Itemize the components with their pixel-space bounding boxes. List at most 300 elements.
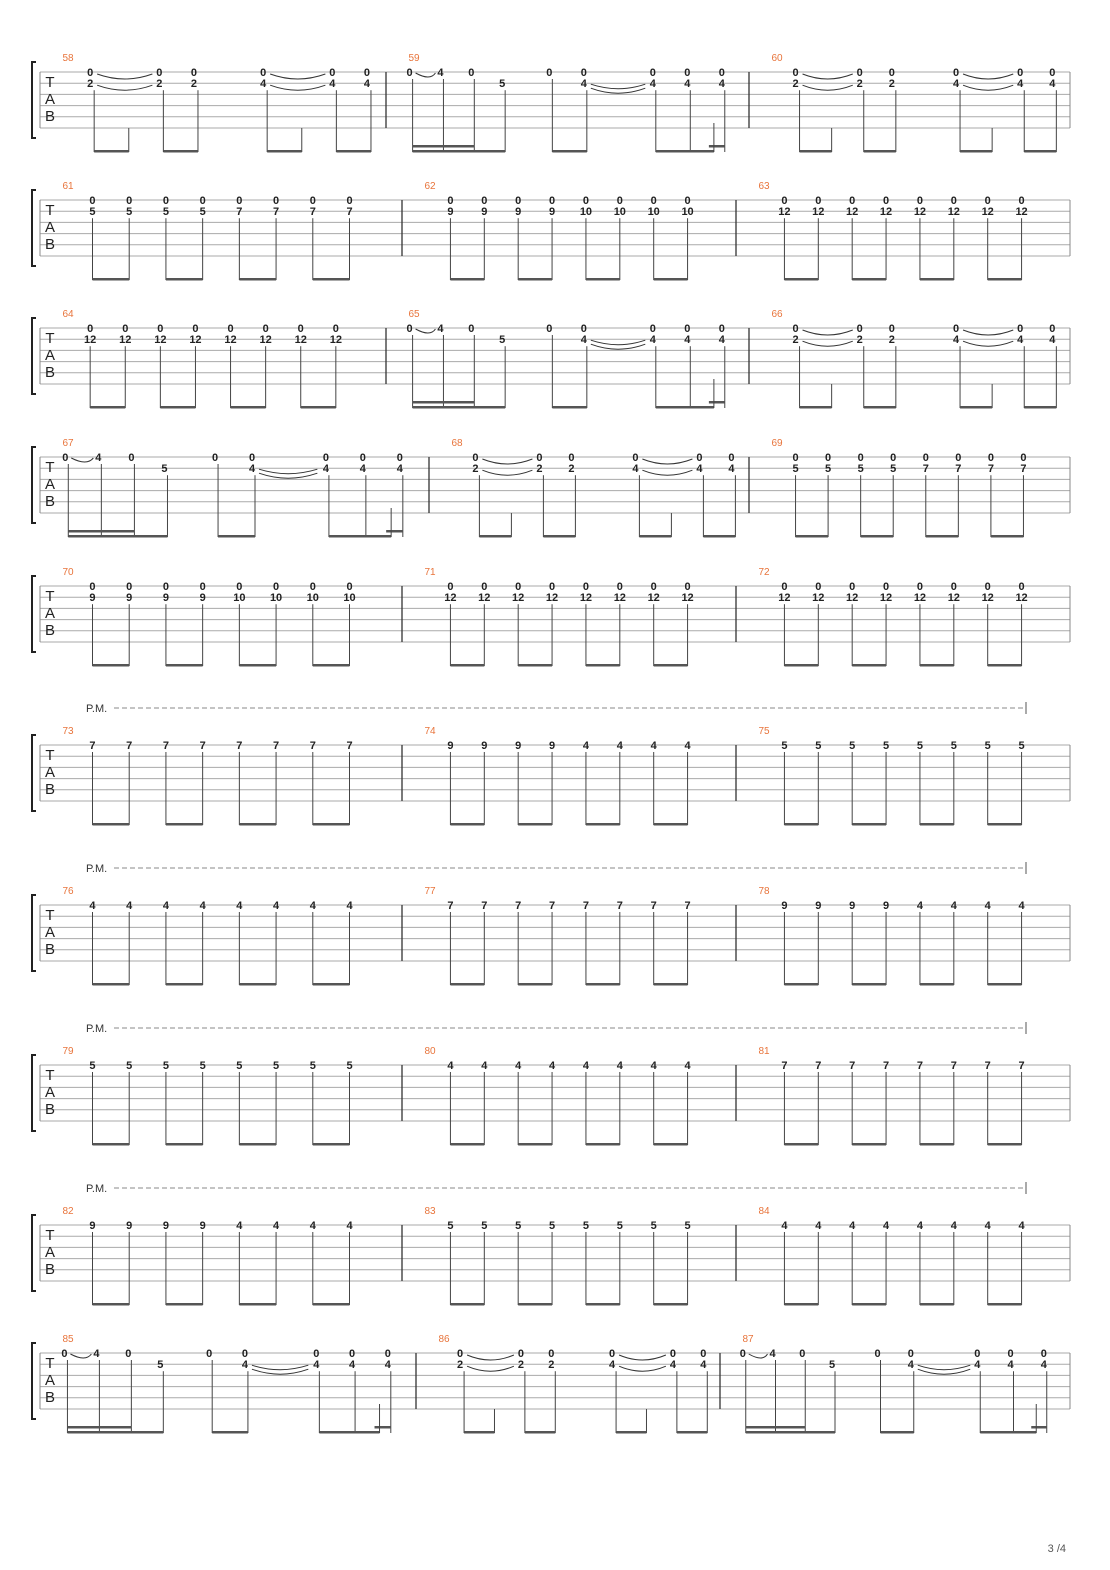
note-beam (166, 823, 203, 826)
fret-number: 12 (329, 334, 342, 347)
fret-number: 0 (815, 195, 822, 207)
fret-number: 9 (199, 592, 206, 605)
hammer-on-arc (416, 329, 436, 333)
fret-number: 0 (126, 195, 133, 207)
note-beam (543, 535, 575, 538)
fret-number: 4 (126, 900, 133, 912)
fret-number: 5 (792, 463, 799, 476)
tab-clef-letter: A (44, 219, 56, 236)
fret-number: 7 (126, 740, 133, 752)
fret-number: 2 (548, 1359, 555, 1372)
fret-number: 4 (236, 900, 243, 912)
note-beam (586, 1143, 620, 1146)
tie-arc (97, 74, 152, 79)
fret-number: 4 (582, 1060, 590, 1072)
fret-number: 0 (616, 195, 623, 207)
note-beam (518, 664, 552, 667)
note-beam (464, 1431, 494, 1434)
note-beam (796, 535, 829, 538)
fret-number: 0 (684, 67, 691, 79)
note-beam (988, 823, 1022, 826)
fret-number: 12 (444, 592, 457, 605)
fret-number: 9 (126, 592, 133, 605)
fret-number: 7 (309, 740, 316, 752)
tab-clef-letter: B (44, 236, 56, 253)
fret-number: 0 (632, 452, 639, 464)
fret-number: 4 (669, 1359, 676, 1372)
fret-number: 5 (849, 740, 856, 752)
note-beam (94, 150, 129, 153)
tie-arc (619, 1355, 666, 1360)
fret-number: 0 (62, 452, 69, 464)
fret-number: 7 (309, 206, 316, 219)
tie-arc (803, 74, 853, 79)
fret-number: 4 (95, 452, 102, 464)
note-beam (920, 1303, 954, 1306)
fret-number: 0 (406, 323, 413, 335)
fret-number: 0 (384, 1348, 391, 1360)
fret-number: 5 (499, 78, 506, 91)
measure-number: 85 (62, 1334, 74, 1345)
fret-number: 0 (87, 323, 94, 335)
fret-number: 0 (952, 323, 960, 335)
fret-number: 7 (684, 900, 691, 912)
measure-number: 80 (424, 1046, 436, 1057)
fret-number: 0 (582, 581, 590, 593)
note-beam (784, 664, 818, 667)
note-beam (413, 401, 475, 404)
fret-number: 4 (1049, 334, 1056, 347)
fret-number: 0 (363, 67, 371, 79)
fret-number: 0 (447, 195, 454, 207)
fret-number: 12 (947, 206, 960, 219)
fret-number: 4 (609, 1359, 616, 1372)
note-beam (313, 278, 350, 281)
fret-number: 4 (649, 334, 656, 347)
fret-number: 7 (481, 900, 488, 912)
fret-number: 9 (481, 206, 488, 219)
note-beam (239, 1303, 276, 1306)
tie-arc (259, 469, 317, 474)
fret-number: 0 (206, 1348, 213, 1360)
note-beam (709, 401, 725, 404)
tab-clef-letter: A (44, 1244, 56, 1261)
fret-number: 10 (343, 592, 356, 605)
fret-number: 12 (512, 592, 525, 605)
fret-number: 4 (616, 1060, 623, 1072)
fret-number: 0 (849, 195, 856, 207)
fret-number: 0 (792, 452, 799, 464)
tab-clef-letter: B (44, 1101, 56, 1118)
fret-number: 0 (1007, 1348, 1014, 1360)
fret-number: 0 (128, 452, 135, 464)
fret-number: 2 (457, 1359, 464, 1372)
fret-number: 0 (309, 195, 316, 207)
fret-number: 4 (199, 900, 206, 912)
tab-clef-letter: T (45, 1355, 55, 1372)
fret-number: 4 (984, 1220, 991, 1232)
fret-number: 12 (579, 592, 593, 605)
note-beam (479, 535, 511, 538)
fret-number: 5 (346, 1060, 353, 1072)
fret-number: 5 (273, 1060, 280, 1072)
fret-number: 0 (718, 67, 725, 79)
fret-number: 0 (916, 581, 924, 593)
tie-arc (803, 330, 853, 335)
fret-number: 4 (649, 78, 656, 91)
measure-number: 63 (758, 181, 770, 192)
fret-number: 0 (882, 195, 890, 207)
fret-number: 12 (119, 334, 132, 347)
fret-number: 12 (947, 592, 960, 605)
fret-number: 0 (987, 452, 994, 464)
fret-number: 12 (879, 592, 893, 605)
note-beam (163, 150, 198, 153)
system-bracket (32, 318, 36, 394)
fret-number: 5 (781, 740, 788, 752)
fret-number: 4 (162, 900, 169, 912)
fret-number: 5 (89, 206, 96, 219)
fret-number: 0 (582, 195, 590, 207)
fret-number: 0 (87, 67, 94, 79)
fret-number: 4 (650, 1060, 657, 1072)
note-beam (336, 150, 371, 153)
fret-number: 5 (616, 1220, 623, 1232)
palm-mute-label: P.M. (86, 1183, 108, 1195)
fret-number: 0 (262, 323, 269, 335)
fret-number: 0 (515, 581, 522, 593)
tie-arc (482, 459, 532, 464)
fret-number: 0 (125, 1348, 132, 1360)
fret-number: 0 (984, 195, 991, 207)
fret-number: 7 (548, 900, 556, 912)
fret-number: 0 (888, 67, 895, 79)
fret-number: 2 (568, 463, 575, 476)
fret-number: 4 (236, 1220, 243, 1232)
fret-number: 0 (888, 323, 895, 335)
fret-number: 2 (856, 78, 863, 91)
note-beam (988, 664, 1022, 667)
note-beam (960, 406, 992, 409)
note-beam (784, 278, 818, 281)
fret-number: 9 (162, 592, 169, 605)
fret-number: 4 (273, 1220, 280, 1232)
fret-number: 0 (260, 67, 267, 79)
note-beam (703, 535, 735, 538)
fret-number: 0 (89, 581, 96, 593)
note-beam (319, 1431, 379, 1434)
fret-number: 4 (916, 1220, 924, 1232)
fret-number: 5 (126, 206, 133, 219)
fret-number: 4 (346, 900, 353, 912)
tab-clef-letter: A (44, 1084, 56, 1101)
fret-number: 12 (613, 592, 626, 605)
fret-number: 4 (322, 463, 329, 476)
fret-number: 5 (515, 1220, 522, 1232)
note-beam (67, 1426, 131, 1429)
fret-number: 0 (126, 581, 133, 593)
fret-number: 4 (1007, 1359, 1014, 1372)
fret-number: 10 (233, 592, 246, 605)
fret-number: 0 (313, 1348, 320, 1360)
note-beam (920, 983, 954, 986)
fret-number: 12 (545, 592, 559, 605)
fret-number: 4 (684, 78, 691, 91)
fret-number: 4 (952, 334, 960, 347)
fret-number: 5 (650, 1220, 657, 1232)
note-beam (616, 1431, 646, 1434)
fret-number: 4 (359, 463, 366, 476)
fret-number: 4 (437, 323, 444, 335)
note-beam (784, 1143, 818, 1146)
note-beam (301, 406, 336, 409)
tie-arc (803, 85, 853, 90)
note-beam (654, 983, 688, 986)
note-beam (313, 664, 350, 667)
system-bracket (32, 447, 36, 523)
fret-number: 5 (825, 463, 832, 476)
fret-number: 5 (1018, 740, 1025, 752)
fret-number: 0 (580, 67, 587, 79)
note-beam (861, 535, 894, 538)
fret-number: 0 (1049, 323, 1056, 335)
fret-number: 4 (447, 1060, 454, 1072)
tab-clef-letter: A (44, 347, 56, 364)
fret-number: 12 (913, 206, 927, 219)
tie-arc (482, 470, 532, 475)
fret-number: 0 (1040, 1348, 1047, 1360)
note-beam (525, 1431, 555, 1434)
measure-number: 86 (438, 1334, 450, 1345)
measure-number: 62 (424, 181, 436, 192)
system-bracket (32, 1343, 36, 1419)
fret-number: 0 (700, 1348, 707, 1360)
note-beam (988, 1143, 1022, 1146)
fret-number: 4 (882, 1220, 890, 1232)
fret-number: 0 (684, 195, 691, 207)
fret-number: 5 (162, 1060, 169, 1072)
fret-number: 2 (792, 334, 799, 347)
fret-number: 9 (481, 740, 488, 752)
fret-number: 2 (517, 1359, 524, 1372)
tab-clef-letter: A (44, 91, 56, 108)
note-beam (920, 278, 954, 281)
fret-number: 0 (192, 323, 199, 335)
tie-arc (467, 1355, 514, 1360)
fret-number: 0 (548, 1348, 555, 1360)
note-beam (654, 1143, 688, 1146)
fret-number: 0 (856, 67, 863, 79)
fret-number: 0 (815, 581, 822, 593)
system-bracket (32, 895, 36, 971)
note-beam (677, 1431, 707, 1434)
fret-number: 9 (126, 1220, 133, 1232)
fret-number: 12 (778, 206, 791, 219)
fret-number: 7 (89, 740, 96, 752)
fret-number: 0 (332, 323, 339, 335)
tab-clef-letter: A (44, 924, 56, 941)
note-beam (920, 1143, 954, 1146)
fret-number: 12 (224, 334, 237, 347)
fret-number: 0 (227, 323, 234, 335)
fret-number: 7 (849, 1060, 856, 1072)
fret-number: 4 (907, 1359, 914, 1372)
fret-number: 0 (739, 1348, 746, 1360)
fret-number: 10 (579, 206, 593, 219)
note-beam (450, 983, 484, 986)
note-beam (239, 1143, 276, 1146)
fret-number: 0 (273, 581, 280, 593)
measure-number: 58 (62, 53, 74, 64)
fret-number: 10 (681, 206, 694, 219)
note-beam (518, 983, 552, 986)
note-beam (166, 983, 203, 986)
fret-number: 0 (122, 323, 129, 335)
fret-number: 12 (812, 592, 825, 605)
note-beam (864, 150, 896, 153)
fret-number: 9 (515, 740, 522, 752)
tab-clef-letter: T (45, 202, 55, 219)
note-beam (852, 823, 886, 826)
note-beam (746, 1426, 806, 1429)
fret-number: 4 (248, 463, 256, 476)
fret-number: 0 (857, 452, 864, 464)
note-beam (654, 823, 688, 826)
fret-number: 7 (236, 740, 243, 752)
note-beam (68, 535, 167, 538)
fret-number: 0 (650, 581, 657, 593)
fret-number: 2 (190, 78, 198, 91)
fret-number: 0 (162, 195, 169, 207)
fret-number: 4 (1018, 1220, 1025, 1232)
tie-arc (918, 1365, 971, 1370)
measure-number: 75 (758, 726, 770, 737)
fret-number: 7 (781, 1060, 788, 1072)
fret-number: 0 (322, 452, 329, 464)
note-beam (313, 1303, 350, 1306)
fret-number: 9 (162, 1220, 169, 1232)
fret-number: 4 (718, 334, 725, 347)
fret-number: 4 (769, 1348, 776, 1360)
fret-number: 7 (199, 740, 206, 752)
fret-number: 9 (548, 206, 556, 219)
fret-number: 0 (546, 67, 553, 79)
measure-number: 60 (771, 53, 783, 64)
note-beam (450, 1143, 484, 1146)
measure-number: 71 (424, 567, 436, 578)
tab-clef-letter: T (45, 330, 55, 347)
fret-number: 0 (241, 1348, 248, 1360)
fret-number: 9 (89, 592, 96, 605)
fret-number: 7 (1020, 463, 1027, 476)
fret-number: 4 (1017, 334, 1024, 347)
tie-arc (963, 330, 1013, 335)
fret-number: 0 (825, 452, 832, 464)
fret-number: 4 (346, 1220, 353, 1232)
fret-number: 4 (849, 1220, 856, 1232)
fret-number: 0 (346, 581, 353, 593)
fret-number: 7 (616, 900, 623, 912)
note-beam (852, 664, 886, 667)
hammer-on-arc (749, 1354, 768, 1358)
measure-number: 79 (62, 1046, 74, 1057)
fret-number: 5 (89, 1060, 96, 1072)
note-beam (988, 278, 1022, 281)
fret-number: 4 (684, 740, 691, 752)
note-beam (926, 535, 959, 538)
fret-number: 4 (580, 78, 587, 91)
fret-number: 4 (984, 900, 991, 912)
fret-number: 0 (974, 1348, 981, 1360)
fret-number: 5 (882, 740, 890, 752)
fret-number: 12 (154, 334, 167, 347)
fret-number: 0 (211, 452, 219, 464)
fret-number: 5 (481, 1220, 488, 1232)
fret-number: 7 (815, 1060, 822, 1072)
tab-clef-letter: B (44, 941, 56, 958)
fret-number: 4 (582, 740, 590, 752)
fret-number: 4 (718, 78, 725, 91)
fret-number: 7 (922, 463, 929, 476)
fret-number: 0 (882, 581, 890, 593)
fret-number: 12 (913, 592, 927, 605)
fret-number: 4 (974, 1359, 981, 1372)
fret-number: 0 (359, 452, 366, 464)
fret-number: 9 (447, 740, 454, 752)
tie-arc (642, 470, 692, 475)
fret-number: 0 (955, 452, 962, 464)
fret-number: 12 (879, 206, 893, 219)
note-beam (864, 406, 896, 409)
fret-number: 4 (950, 1220, 957, 1232)
note-beam (784, 823, 818, 826)
note-beam (518, 1303, 552, 1306)
fret-number: 9 (781, 900, 788, 912)
fret-number: 4 (781, 1220, 788, 1232)
palm-mute-label: P.M. (86, 863, 108, 875)
fret-number: 7 (447, 900, 454, 912)
fret-number: 0 (236, 195, 243, 207)
fret-number: 0 (248, 452, 256, 464)
fret-number: 0 (349, 1348, 356, 1360)
fret-number: 0 (468, 323, 475, 335)
tab-clef-letter: A (44, 764, 56, 781)
fret-number: 4 (650, 740, 657, 752)
fret-number: 0 (481, 581, 488, 593)
fret-number: 4 (313, 1359, 320, 1372)
note-beam (267, 150, 302, 153)
fret-number: 2 (888, 78, 895, 91)
fret-number: 4 (728, 463, 735, 476)
note-beam (212, 1431, 248, 1434)
note-beam (329, 535, 391, 538)
fret-number: 4 (481, 1060, 488, 1072)
fret-number: 0 (952, 67, 960, 79)
note-beam (991, 535, 1024, 538)
note-beam (800, 150, 832, 153)
tab-clef-letter: B (44, 1389, 56, 1406)
fret-number: 5 (828, 1359, 836, 1372)
note-beam (92, 823, 129, 826)
system-bracket (32, 735, 36, 811)
fret-number: 2 (888, 334, 895, 347)
fret-number: 12 (1015, 592, 1028, 605)
tab-clef-letter: T (45, 747, 55, 764)
note-beam (450, 823, 484, 826)
note-beam (450, 1303, 484, 1306)
measure-number: 81 (758, 1046, 770, 1057)
fret-number: 4 (950, 900, 957, 912)
